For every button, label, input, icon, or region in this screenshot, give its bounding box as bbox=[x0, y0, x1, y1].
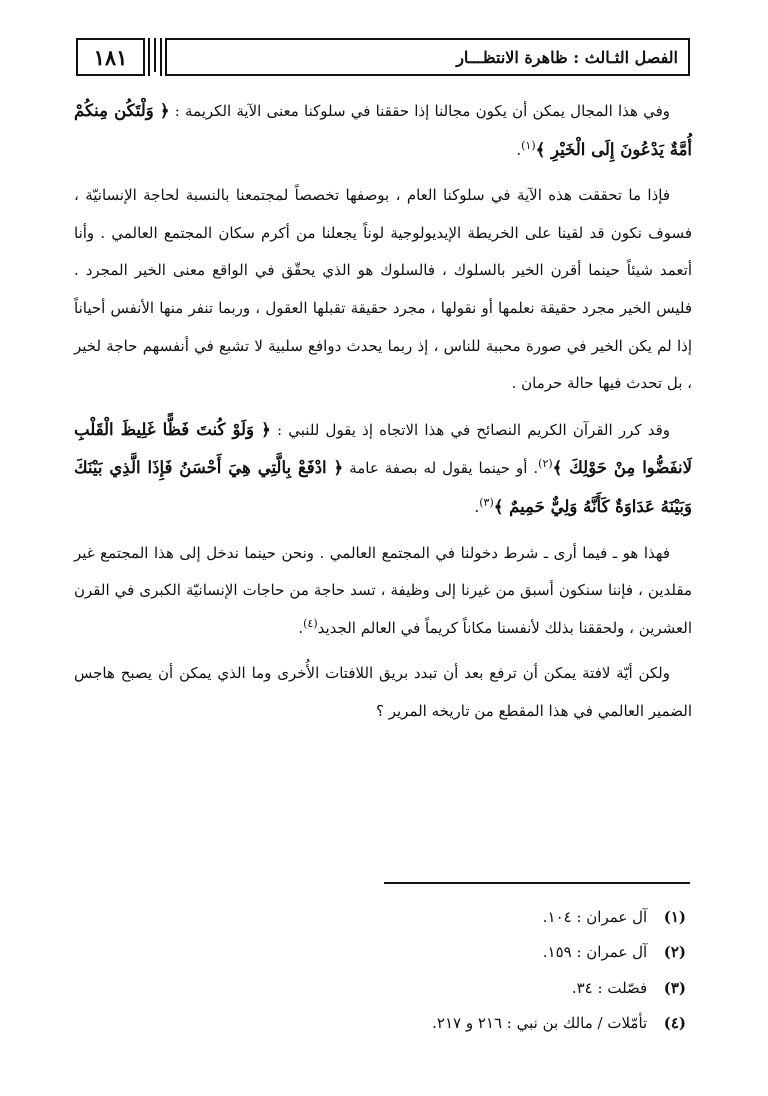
footnote-number: (٣) bbox=[663, 978, 686, 997]
footnote-1 bbox=[74, 900, 692, 935]
paragraph-3-middle: . أو حينما يقول له بصفة عامة bbox=[343, 459, 539, 478]
paragraph-4-end: . bbox=[298, 618, 304, 637]
paragraph-1 bbox=[74, 92, 692, 169]
quran-verse-2: ﴿ وَلَوْ كُنتَ فَظًّا غَلِيظَ الْقَلْبِ لَانفَضُّوا مِنْ حَوْلِكَ ﴾ bbox=[74, 419, 692, 478]
footnote-ref-3[interactable]: (٣) bbox=[479, 495, 494, 509]
paragraph-4-text: فهذا هو ـ فيما أرى ـ شرط دخولنا في المجتمع العالمي . ونحن حينما ندخل إلى هذا المجتمع غير مقلدين ، فإننا سنكون أسبق من غيرنا إلى وظيفة ، تسد حاجة من حاجات الإنسانيّة الكبرى في القرن العشرين ، ولحققنا بذلك لأنفسنا مكاناً كريماً في العالم الجديد bbox=[74, 543, 692, 637]
running-title-box bbox=[165, 38, 690, 76]
footnote-text: فصّلت : ٣٤. bbox=[571, 978, 648, 997]
footnote-ref-4[interactable]: (٤) bbox=[303, 616, 318, 630]
header-divider bbox=[148, 38, 162, 76]
footnote-4 bbox=[74, 1006, 692, 1041]
footnote-number: (٢) bbox=[663, 943, 686, 962]
footnote-separator bbox=[384, 882, 690, 884]
running-title: الفصل الثـالث : ظاهرة الانتظـــار bbox=[456, 47, 678, 67]
paragraph-3-intro: وقد كرر القرآن الكريم النصائح في هذا الاتجاه إذ يقول للنبي : bbox=[270, 420, 670, 439]
paragraph-5: ولكن أيّة لافتة يمكن أن ترفع بعد أن تبدد بريق اللافتات الأُخرى وما الذي يمكن أن يصبح هاجس الضمير العالمي في هذا المقطع من تاريخه المرير ؟ bbox=[74, 664, 692, 720]
footnote-text: آل عمران : ١٥٩. bbox=[542, 943, 648, 962]
quran-verse-3: ﴿ ادْفَعْ بِالَّتِي هِيَ أَحْسَنُ فَإِذَا الَّذِي بَيْنَكَ وَبَيْنَهُ عَدَاوَةٌ كَأَنَّهُ وَلِيٌّ حَمِيمٌ ﴾ bbox=[74, 458, 692, 516]
footnote-ref-1[interactable]: (١) bbox=[521, 138, 536, 152]
paragraph-3-end: . bbox=[474, 497, 480, 516]
footnote-3 bbox=[74, 971, 692, 1006]
page-number: ١٨١ bbox=[93, 44, 128, 70]
footnote-ref-2[interactable]: (٢) bbox=[538, 457, 553, 471]
footnote-2 bbox=[74, 935, 692, 970]
paragraph-4 bbox=[74, 535, 692, 648]
paragraph-2: فإذا ما تحققت هذه الآية في سلوكنا العام ، بوصفها تخصصاً لمجتمعنا بالنسبة لحاجة الإنسانيّة ، فسوف نكون قد لقينا على الخريطة الإيديولوجية لوناً يجعلنا من أكرم سكان المجتمع العالمي . وأنا أتعمد شيئاً حينما أقرن الخير بالسلوك ، فالسلوك هو الذي يحقّق في الواقع معنى الخير المجرد . فليس الخير مجرد حقيقة نعلمها أو نقولها ، مجرد حقيقة تقبلها العقول ، وربما تنفر منها الأنفس أحياناً إذا لم يكن الخير في صورة محببة للناس ، إذ ربما يحدث دوافع سلبية لا تشبع في أنفسهم حاجة لخير ، بل تحدث فيها حالة حرمان . bbox=[74, 186, 692, 393]
paragraph-3 bbox=[74, 411, 692, 527]
footnote-text: تأمّلات / مالك بن نبي : ٢١٦ و ٢١٧. bbox=[432, 1013, 648, 1032]
page-number-box bbox=[76, 38, 145, 76]
footnote-text: آل عمران : ١٠٤. bbox=[542, 908, 648, 926]
paragraph-1-end: . bbox=[516, 140, 522, 159]
footnotes bbox=[74, 900, 692, 1041]
quran-verse-1: ﴿ وَلْتَكُن مِنكُمْ أُمَّةٌ يَدْعُونَ إِلَى الْخَيْرِ ﴾ bbox=[74, 101, 692, 159]
footnote-number: (٤) bbox=[663, 1013, 686, 1032]
main-text bbox=[74, 92, 692, 739]
page-header bbox=[76, 38, 690, 78]
paragraph-1-intro: وفي هذا المجال يمكن أن يكون مجالنا إذا حققنا في سلوكنا معنى الآية الكريمة : bbox=[169, 102, 670, 120]
footnote-number: (١) bbox=[663, 908, 686, 926]
